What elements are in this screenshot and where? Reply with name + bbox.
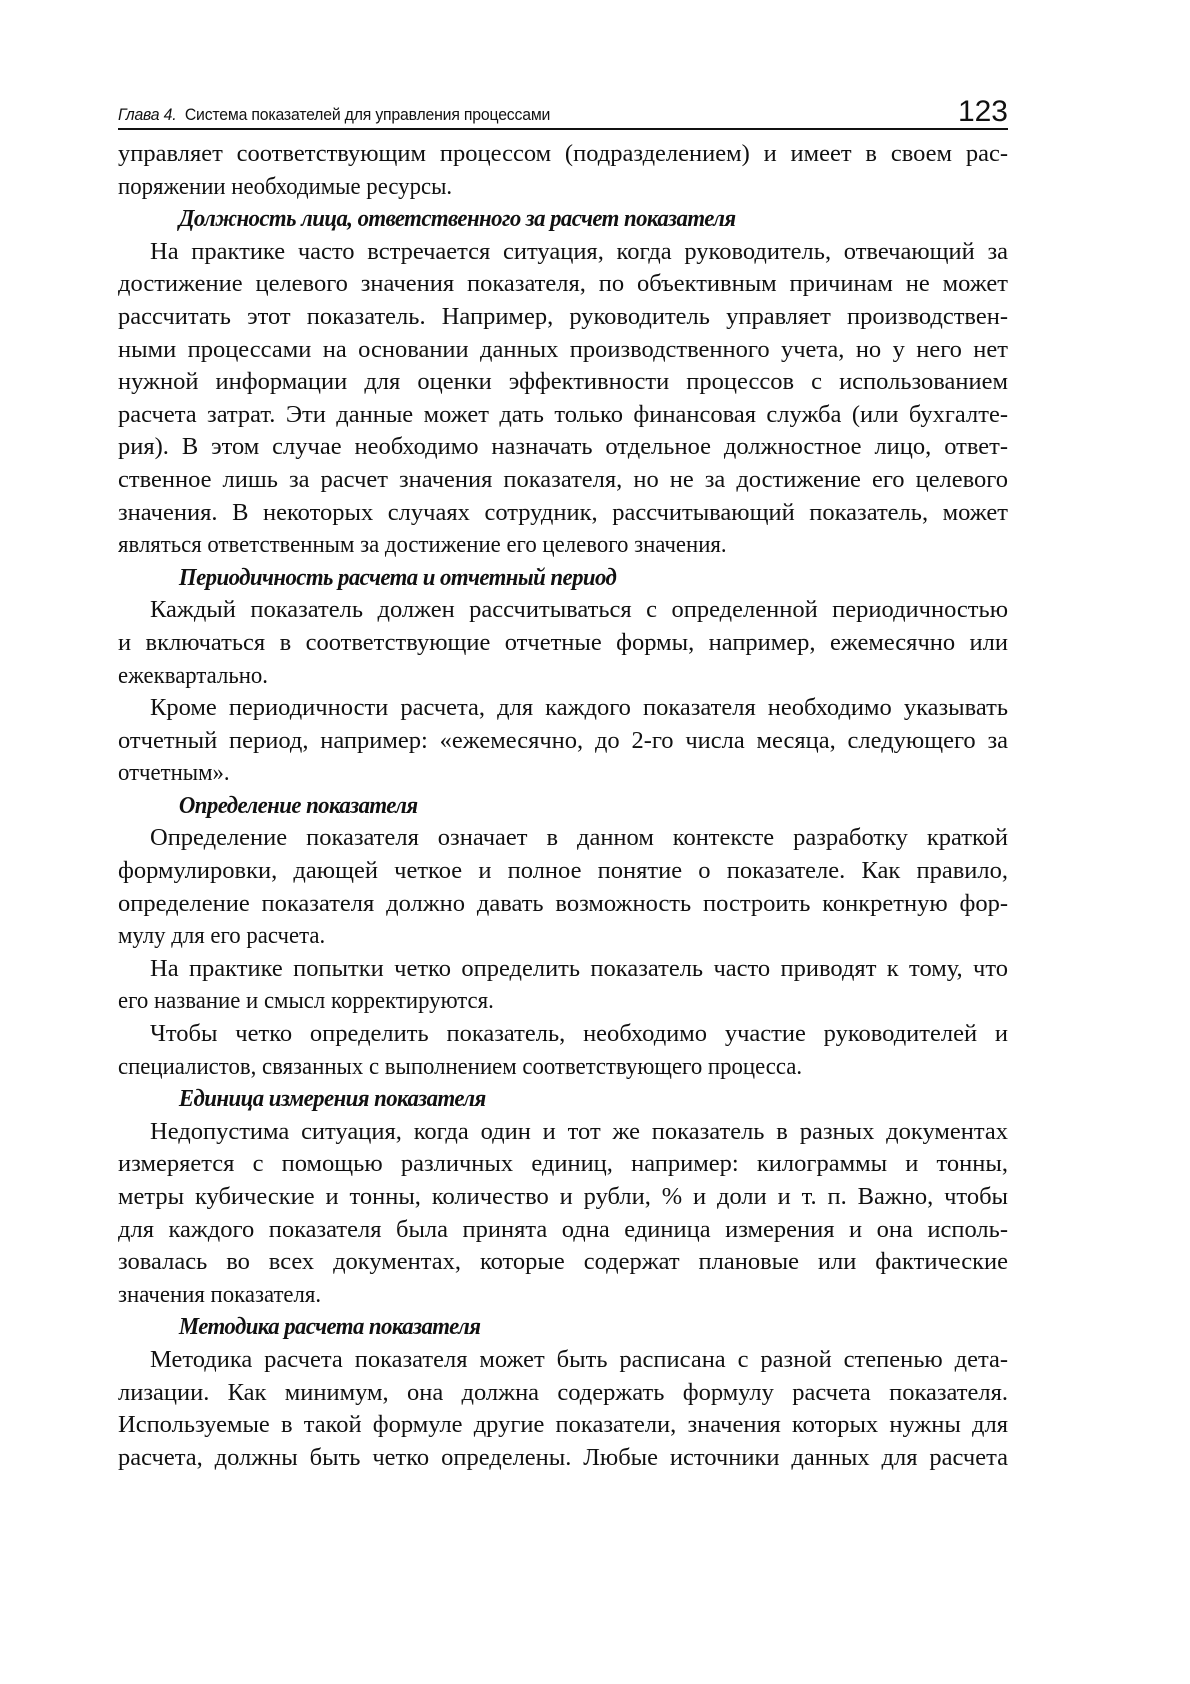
text-line: определение показателя должно давать возможность построить конкретную фор- bbox=[118, 889, 1008, 917]
chapter-name: Система показателей для управления процессами bbox=[184, 105, 551, 124]
text-line: расчета, должны быть четко определены. Любые источники данных для расчета bbox=[118, 1443, 1008, 1471]
text-line: достижение целевого значения показателя, по объективным причинам не может bbox=[118, 270, 1008, 298]
paragraph bbox=[118, 692, 1008, 790]
text-line: и включаться в соответствующие отчетные формы, например, ежемесячно или bbox=[118, 628, 1008, 656]
text-line: отчетным». bbox=[118, 759, 230, 787]
text-line: зовалась во всех документах, которые содержат плановые или фактические bbox=[118, 1248, 1008, 1276]
text-line: нужной информации для оценки эффективности процессов с использованием bbox=[118, 368, 1008, 396]
text-line: рассчитать этот показатель. Например, руководитель управляет производствен- bbox=[118, 302, 1008, 330]
text-line: значения показателя. bbox=[118, 1280, 322, 1308]
chapter-title bbox=[118, 105, 550, 125]
section-heading: Должность лица, ответственного за расчет показателя bbox=[178, 205, 736, 233]
text-line: являться ответственным за достижение его целевого значения. bbox=[118, 531, 727, 559]
paragraph bbox=[118, 236, 1008, 562]
text-line: измеряется с помощью различных единиц, например: килограммы и тонны, bbox=[118, 1150, 1008, 1178]
text-line: Кроме периодичности расчета, для каждого показателя необходимо указывать bbox=[150, 694, 1008, 722]
text-line: Методика расчета показателя может быть расписана с разной степенью дета- bbox=[150, 1345, 1008, 1373]
section-heading: Определение показателя bbox=[178, 791, 418, 819]
paragraph bbox=[118, 822, 1008, 952]
text-line: Используемые в такой формуле другие показатели, значения которых нужны для bbox=[118, 1411, 1008, 1439]
text-line: Чтобы четко определить показатель, необходимо участие руководителей и bbox=[150, 1020, 1008, 1048]
text-line: На практике попытки четко определить показатель часто приводят к тому, что bbox=[150, 954, 1008, 982]
paragraph bbox=[118, 138, 1008, 203]
text-line: рия). В этом случае необходимо назначать отдельное должностное лицо, ответ- bbox=[118, 433, 1008, 461]
text-line: ежеквартально. bbox=[118, 661, 269, 689]
paragraph bbox=[118, 1116, 1008, 1312]
section-heading: Единица измерения показателя bbox=[178, 1085, 486, 1113]
paragraph bbox=[118, 1018, 1008, 1083]
paragraph bbox=[118, 953, 1008, 1018]
text-line: управляет соответствующим процессом (подразделением) и имеет в своем рас- bbox=[118, 140, 1008, 167]
text-line: ными процессами на основании данных производственного учета, но у него нет bbox=[118, 335, 1008, 363]
text-line: формулировки, дающей четкое и полное понятие о показателе. Как правило, bbox=[118, 857, 1008, 885]
text-line: для каждого показателя была принята одна единица измерения и она исполь- bbox=[118, 1215, 1008, 1243]
text-line: расчета затрат. Эти данные может дать только финансовая служба (или бухгалте- bbox=[118, 400, 1008, 428]
running-header bbox=[118, 88, 1008, 130]
text-line: лизации. Как минимум, она должна содержать формулу расчета показателя. bbox=[118, 1378, 1008, 1406]
text-line: отчетный период, например: «ежемесячно, до 2-го числа месяца, следующего за bbox=[118, 726, 1008, 754]
chapter-label: Глава 4. bbox=[118, 105, 177, 124]
text-line: Каждый показатель должен рассчитываться с определенной периодичностью bbox=[150, 596, 1008, 624]
paragraph bbox=[118, 594, 1008, 692]
paragraph bbox=[118, 1344, 1008, 1474]
text-line: На практике часто встречается ситуация, когда руководитель, отвечающий за bbox=[150, 237, 1008, 265]
text-line: метры кубические и тонны, количество и рубли, % и доли и т. п. Важно, чтобы bbox=[118, 1183, 1008, 1210]
text-line: специалистов, связанных с выполнением соответствующего процесса. bbox=[118, 1052, 803, 1080]
text-line: Недопустима ситуация, когда один и тот же показатель в разных документах bbox=[150, 1117, 1008, 1145]
book-page bbox=[118, 88, 1008, 1474]
page-number: 123 bbox=[957, 95, 1008, 128]
section-heading: Методика расчета показателя bbox=[178, 1313, 481, 1341]
text-line: Определение показателя означает в данном контексте разработку краткой bbox=[150, 824, 1008, 852]
text-line: мулу для его расчета. bbox=[118, 922, 326, 950]
text-line: поряжении необходимые ресурсы. bbox=[118, 172, 453, 200]
body-text bbox=[118, 138, 1008, 1474]
text-line: ственное лишь за расчет значения показателя, но не за достижение его целевого bbox=[118, 465, 1008, 493]
text-line: значения. В некоторых случаях сотрудник, рассчитывающий показатель, может bbox=[118, 498, 1008, 526]
text-line: его название и смысл корректируются. bbox=[118, 987, 494, 1015]
section-heading: Периодичность расчета и отчетный период bbox=[178, 563, 617, 591]
